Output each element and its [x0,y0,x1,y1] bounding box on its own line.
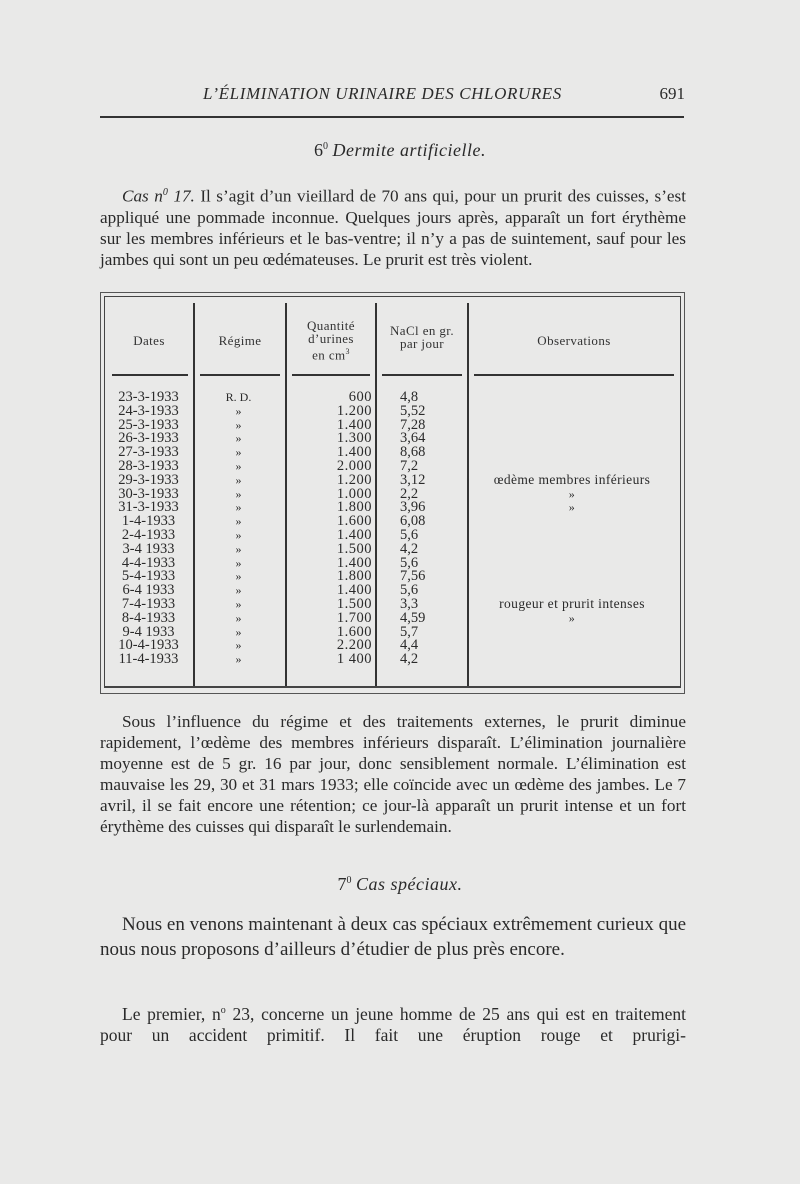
cell-date: 23-3-1933 [118,389,179,405]
cell-date: 8-4-1933 [121,609,176,626]
section-7-number: 7 [337,874,347,894]
section-6-heading: Dermite artificielle. [332,140,486,160]
cell-observation: » [568,486,576,501]
cell-regime: » [235,555,242,570]
cell-regime: » [235,431,242,446]
cell-regime: » [235,445,242,460]
section-7-heading: Cas spéciaux. [356,874,463,894]
section-7-title [0,874,800,895]
header-dates: Dates [133,332,165,348]
cell-quantite: 2.200 [336,637,372,654]
header-underline [112,374,188,376]
cell-regime: » [235,596,242,611]
cell-nacl: 4,2 [400,540,419,557]
case-17-paragraph: Cas $n^0$ 17. Il s’agit d’un vieillard de 70 ans qui, pour un prurit des cuisses, s’est appliqué une pommade inconnue. Quelques jours après, apparaît un fort érythème sur les membres inférieurs et le bas-ventre; il n’y a pas de suintement, sauf pour les jambes qui sont un peu œdémateuses. Le prurit est très violent. [100,186,687,269]
table-row [100,638,685,652]
cell-quantite: 1.500 [336,595,372,612]
cell-nacl: 8,68 [400,444,426,461]
discussion-paragraph: Sous l’influence du régime et des traitements externes, le prurit diminue rapidement, l’œdème des membres inférieurs disparaît. L’élimination journalière moyenne est de 5 gr. 16 par jour, donc sensiblement normale. L’élimination est mauvaise les 29, 30 et 31 mars 1933; elle coïncide avec un œdème des jambes. Le 7 avril, il se fait encore une rétention; ce jour-là apparaît un prurit intense et un fort érythème des cuisses qui disparaît le surlendemain. [100,712,686,836]
table-body [100,390,685,666]
cell-regime: » [235,624,242,639]
cell-regime: » [235,486,242,501]
cell-regime: » [235,458,242,473]
cell-observation: rougeur et prurit intenses [499,595,645,611]
cell-nacl: 4,2 [400,651,419,668]
cell-date: 24-3-1933 [118,402,179,419]
section-7-degree: 0 [346,875,352,886]
cell-nacl: 2,2 [400,485,419,502]
cell-quantite: 1.600 [336,513,372,530]
cell-quantite: 1.000 [336,485,372,502]
header-nacl: NaCl en gr. par jour [390,323,454,351]
cell-quantite: 1.800 [336,568,372,585]
cell-date: 5-4-1933 [121,568,176,585]
header-underline [382,374,462,376]
cell-nacl: 4,59 [400,609,426,626]
page-number: 691 [659,84,685,103]
header-underline [292,374,370,376]
cell-quantite: 1.400 [336,416,372,433]
cell-observation: » [568,500,576,515]
case-17-number: 17. [173,186,195,206]
cell-quantite: 1.700 [336,609,372,626]
cell-quantite: 1.400 [336,554,372,571]
header-regime: Régime [218,332,262,348]
cell-nacl: 7,56 [400,568,426,585]
cell-quantite: 1.400 [336,444,372,461]
chloride-elimination-table [100,292,685,694]
table-row [100,473,685,487]
table-row [100,542,685,556]
table-row [100,583,685,597]
cell-date: 27-3-1933 [118,444,179,461]
cell-quantite: 1.600 [336,623,372,640]
cell-regime: » [235,403,242,418]
cell-quantite: 1.500 [336,540,372,557]
running-head [100,84,685,106]
cell-date: 29-3-1933 [118,471,179,488]
cell-regime: R. D. [225,390,252,404]
table-row [100,528,685,542]
table-row [100,487,685,501]
cell-regime: » [235,527,242,542]
cell-nacl: 4,8 [400,389,419,405]
cell-date: 26-3-1933 [118,430,179,447]
table-row [100,500,685,514]
cell-nacl: 5,6 [400,582,419,599]
cell-date: 11-4-1933 [118,651,179,668]
cell-date: 30-3-1933 [118,485,179,502]
header-rule [100,116,684,118]
cell-nacl: 5,6 [400,554,419,571]
table-row [100,445,685,459]
table-row [100,597,685,611]
section-6-title [0,140,800,161]
running-title: L’ÉLIMINATION URINAIRE DES CHLORURES [203,84,562,103]
cell-date: 2-4-1933 [121,526,176,543]
cell-quantite: 1.400 [336,582,372,599]
cell-date: 7-4-1933 [121,595,176,612]
cell-quantite: 1.200 [336,471,372,488]
cell-nacl: 7,2 [400,457,419,474]
cell-quantite: 600 [348,389,372,405]
cell-regime: » [235,417,242,432]
cell-nacl: 3,64 [400,430,426,447]
table-row [100,569,685,583]
section-6-degree: 0 [323,141,329,152]
cell-regime: » [235,583,242,598]
cell-observation: » [568,610,576,625]
header-observations: Observations [537,332,611,348]
cell-nacl: 6,08 [400,513,426,530]
special-cases-paragraph: Nous en venons maintenant à deux cas spéciaux extrêmement curieux que nous nous proposons d’ailleurs d’étudier de plus près encore. [100,914,686,960]
cell-quantite: 1 400 [336,651,372,668]
table-row [100,625,685,639]
case-17-text: Il s’agit d’un vieillard de 70 ans qui, pour un prurit des cuisses, s’est appliqué une pommade inconnue. Quelques jours après, apparaît un fort érythème sur les membres inférieurs et le bas-ventre; il n’y a pas de suintement, sauf pour les jambes qui sont un peu œdémateuses. Le prurit est très violent. [100,186,687,269]
cell-date: 3-4 1933 [122,540,175,557]
cell-date: 4-4-1933 [121,554,176,571]
cell-nacl: 5,7 [400,623,419,640]
cell-date: 10-4-1933 [118,637,179,654]
cell-regime: » [235,514,242,529]
table-row [100,431,685,445]
cell-regime: » [235,541,242,556]
case-23-paragraph: Le premier, $n^o$ 23, concerne un jeune homme de 25 ans qui est en traitement pour un accident primitif. Il fait une éruption rouge et prurigi- [100,1003,687,1045]
table-row [100,611,685,625]
cell-regime: » [235,472,242,487]
cell-nacl: 5,6 [400,526,419,543]
cell-quantite: 1.400 [336,526,372,543]
cell-date: 9-4 1933 [122,623,175,640]
cell-nacl: 3,3 [400,595,419,612]
cell-regime: » [235,500,242,515]
cell-nacl: 4,4 [400,637,419,654]
cell-nacl: 3,12 [400,471,426,488]
cell-quantite: 2.000 [336,457,372,474]
case-17-label: Cas n [122,186,163,206]
cell-nacl: 5,52 [400,402,426,419]
cell-regime: » [235,652,242,667]
cell-nacl: 7,28 [400,416,426,433]
header-underline [200,374,280,376]
cell-date: 28-3-1933 [118,457,179,474]
table-row [100,390,685,404]
cell-regime: » [235,638,242,653]
cell-regime: » [235,569,242,584]
cell-quantite: 1.200 [336,402,372,419]
table-row [100,514,685,528]
cell-date: 25-3-1933 [118,416,179,433]
cell-observation: œdème membres inférieurs [493,471,651,487]
header-quantite: Quantité d’urines en $cm^3$ [307,317,355,363]
table-row [100,418,685,432]
table-row [100,459,685,473]
cell-regime: » [235,610,242,625]
cell-date: 1-4-1933 [121,513,176,530]
table-row [100,556,685,570]
cell-quantite: 1.800 [336,499,372,516]
header-underline [474,374,674,376]
cell-quantite: 1.300 [336,430,372,447]
cell-date: 6-4 1933 [122,582,175,599]
section-6-number: 6 [314,140,324,160]
table-row [100,652,685,666]
table-row [100,404,685,418]
cell-date: 31-3-1933 [118,499,179,516]
cell-nacl: 3,96 [400,499,426,516]
